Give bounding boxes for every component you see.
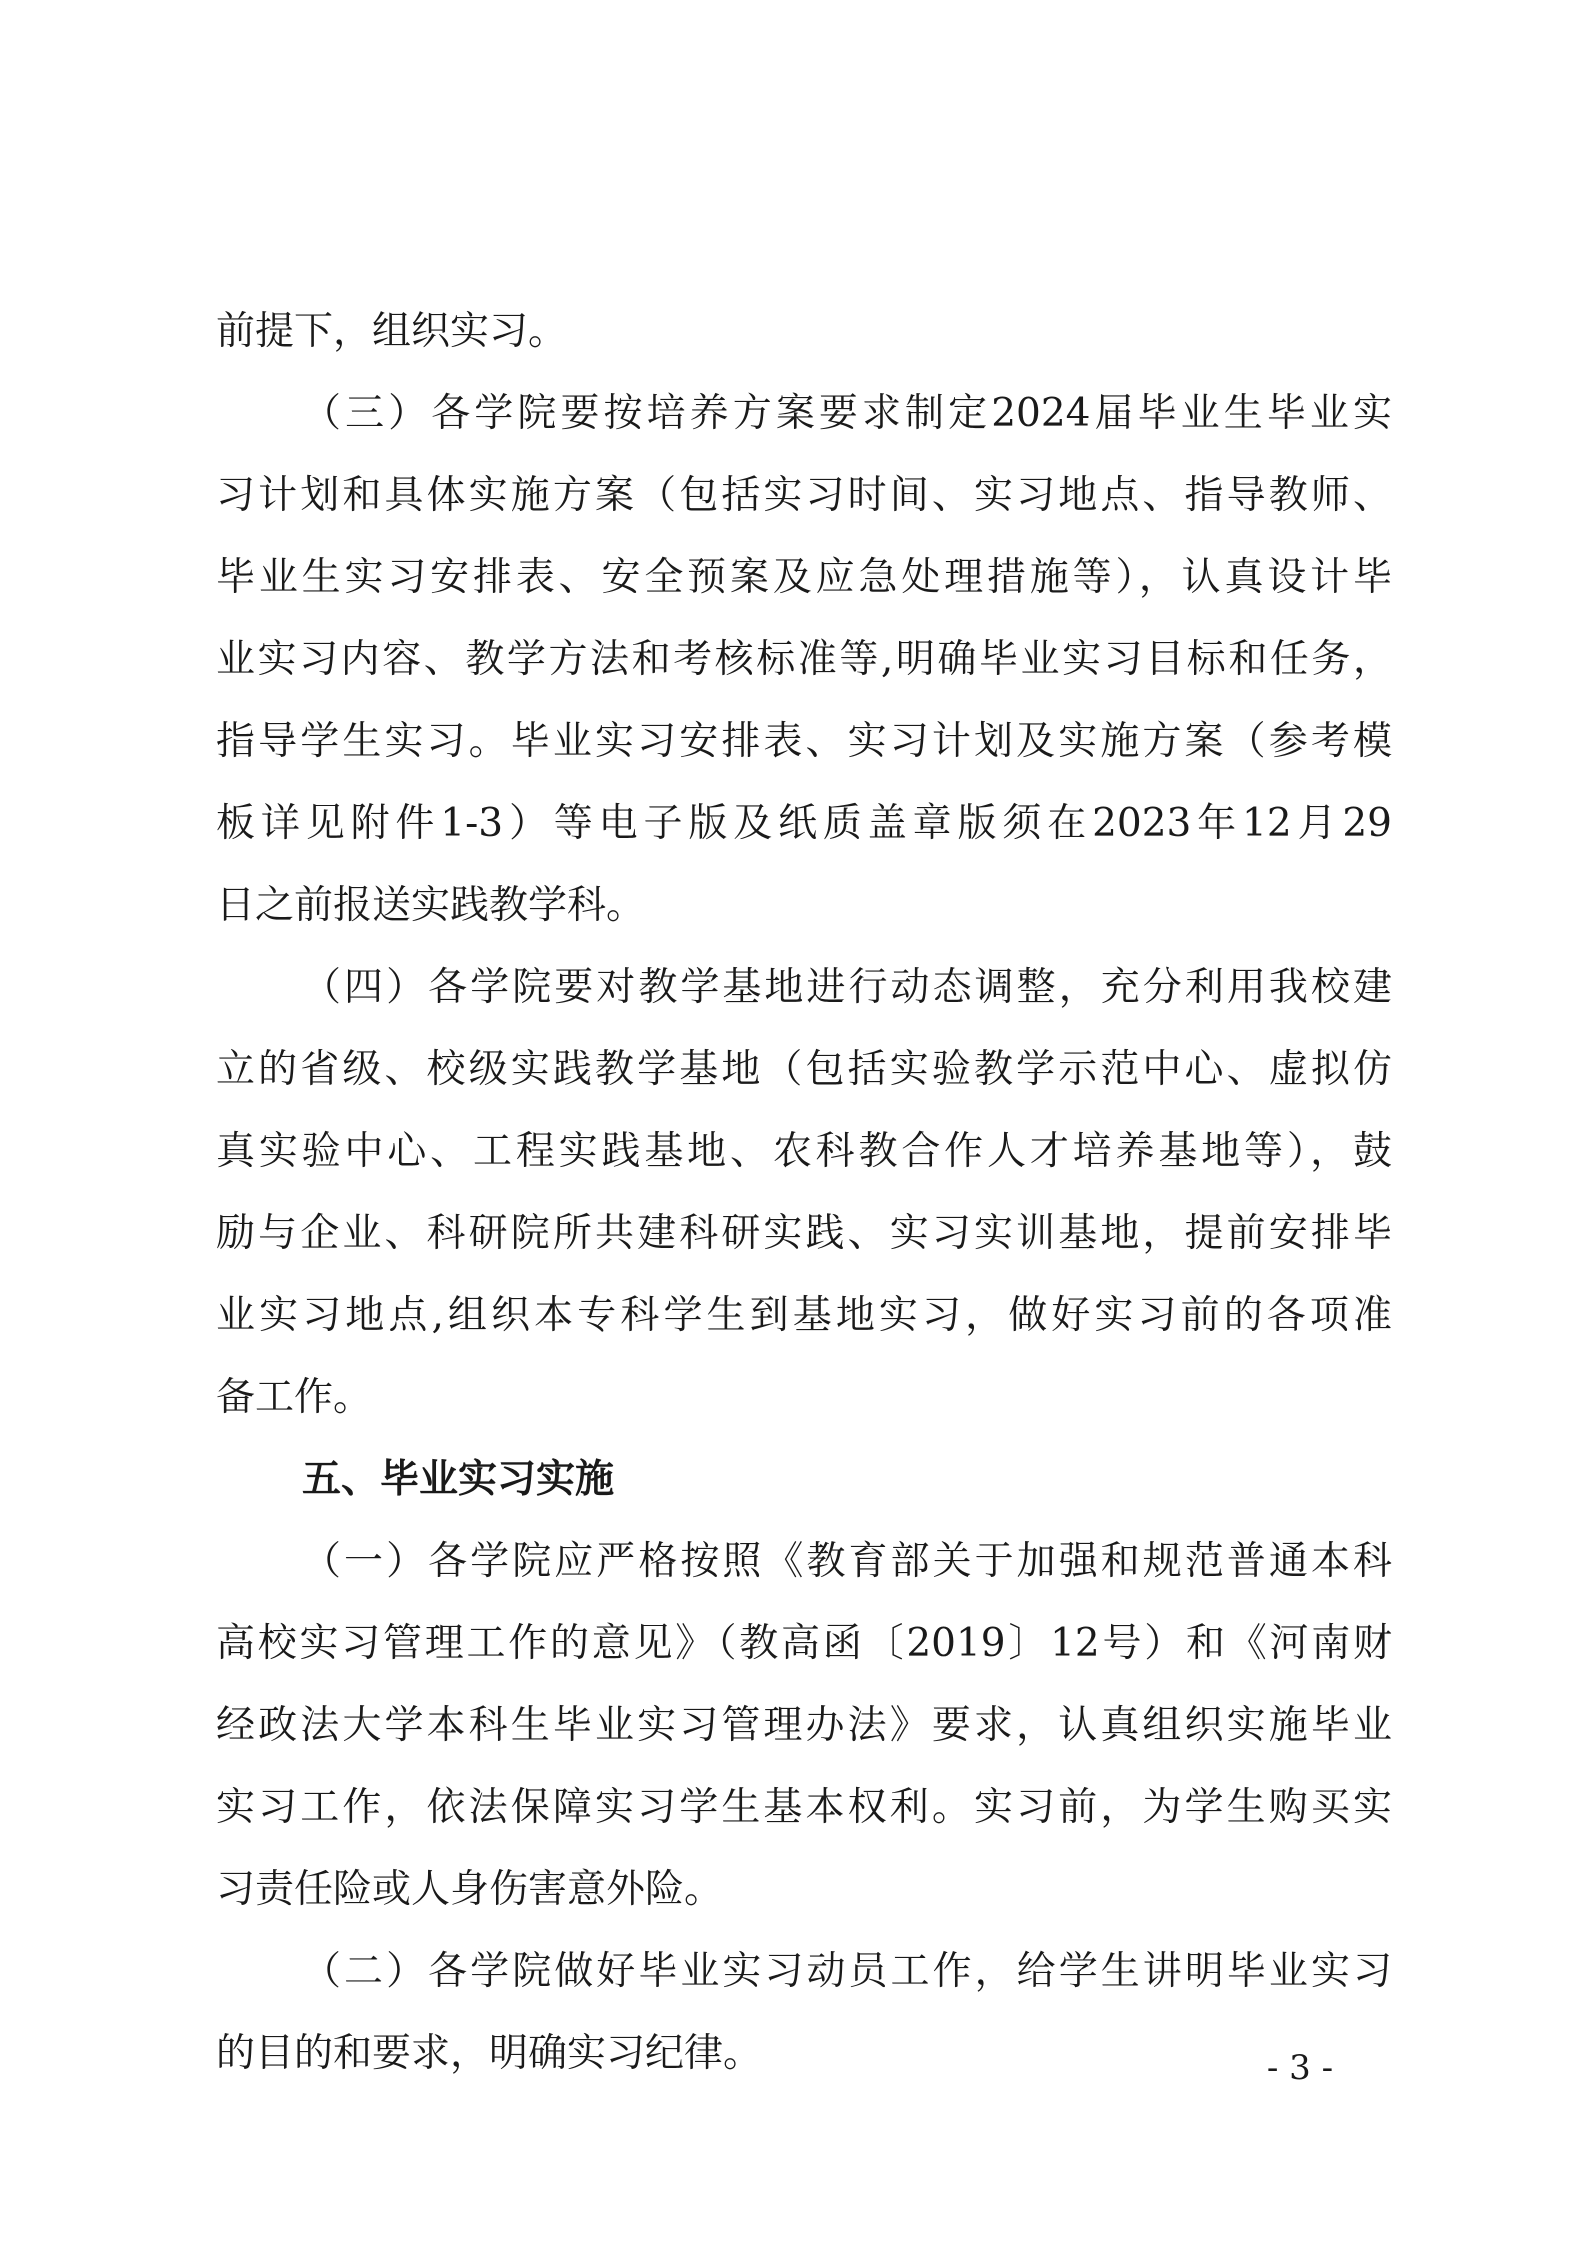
- text-line: 励与企业、科研院所共建科研实践、实习实训基地，提前安排毕: [216, 1211, 1392, 1256]
- text-line: 前提下，组织实习。: [216, 309, 568, 354]
- text-line: 习责任险或人身伤害意外险。: [216, 1867, 724, 1912]
- text-line: （一）各学院应严格按照《教育部关于加强和规范普通本科: [302, 1539, 1392, 1584]
- text-line: （三）各学院要按培养方案要求制定2024届毕业生毕业实: [302, 391, 1392, 436]
- text-line: 真实验中心、工程实践基地、农科教合作人才培养基地等），鼓: [216, 1129, 1392, 1174]
- text-line: 高校实习管理工作的意见》（教高函〔2019〕12号）和《河南财: [216, 1621, 1392, 1666]
- text-line: 日之前报送实践教学科。: [216, 883, 646, 928]
- text-line: （四）各学院要对教学基地进行动态调整，充分利用我校建: [302, 965, 1392, 1010]
- text-line: 实习工作，依法保障实习学生基本权利。实习前，为学生购买实: [216, 1785, 1392, 1830]
- text-line: 备工作。: [216, 1375, 373, 1420]
- text-line: 业实习地点,组织本专科学生到基地实习，做好实习前的各项准: [216, 1293, 1392, 1338]
- text-line: 指导学生实习。毕业实习安排表、实习计划及实施方案（参考模: [216, 719, 1392, 764]
- section-heading: 五、毕业实习实施: [302, 1457, 615, 1502]
- text-line: 经政法大学本科生毕业实习管理办法》要求，认真组织实施毕业: [216, 1703, 1392, 1748]
- text-line: 板详见附件1-3）等电子版及纸质盖章版须在2023年12月29: [216, 801, 1392, 846]
- text-line: 立的省级、校级实践教学基地（包括实验教学示范中心、虚拟仿: [216, 1047, 1392, 1092]
- text-line: 业实习内容、教学方法和考核标准等,明确毕业实习目标和任务，: [216, 637, 1392, 682]
- page-number: - 3 -: [1266, 2048, 1334, 2088]
- text-line: （二）各学院做好毕业实习动员工作，给学生讲明毕业实习: [302, 1949, 1392, 1994]
- text-line: 的目的和要求，明确实习纪律。: [216, 2031, 763, 2076]
- text-line: 毕业生实习安排表、安全预案及应急处理措施等），认真设计毕: [216, 555, 1392, 600]
- text-line: 习计划和具体实施方案（包括实习时间、实习地点、指导教师、: [216, 473, 1392, 518]
- body-text: [216, 291, 1392, 2095]
